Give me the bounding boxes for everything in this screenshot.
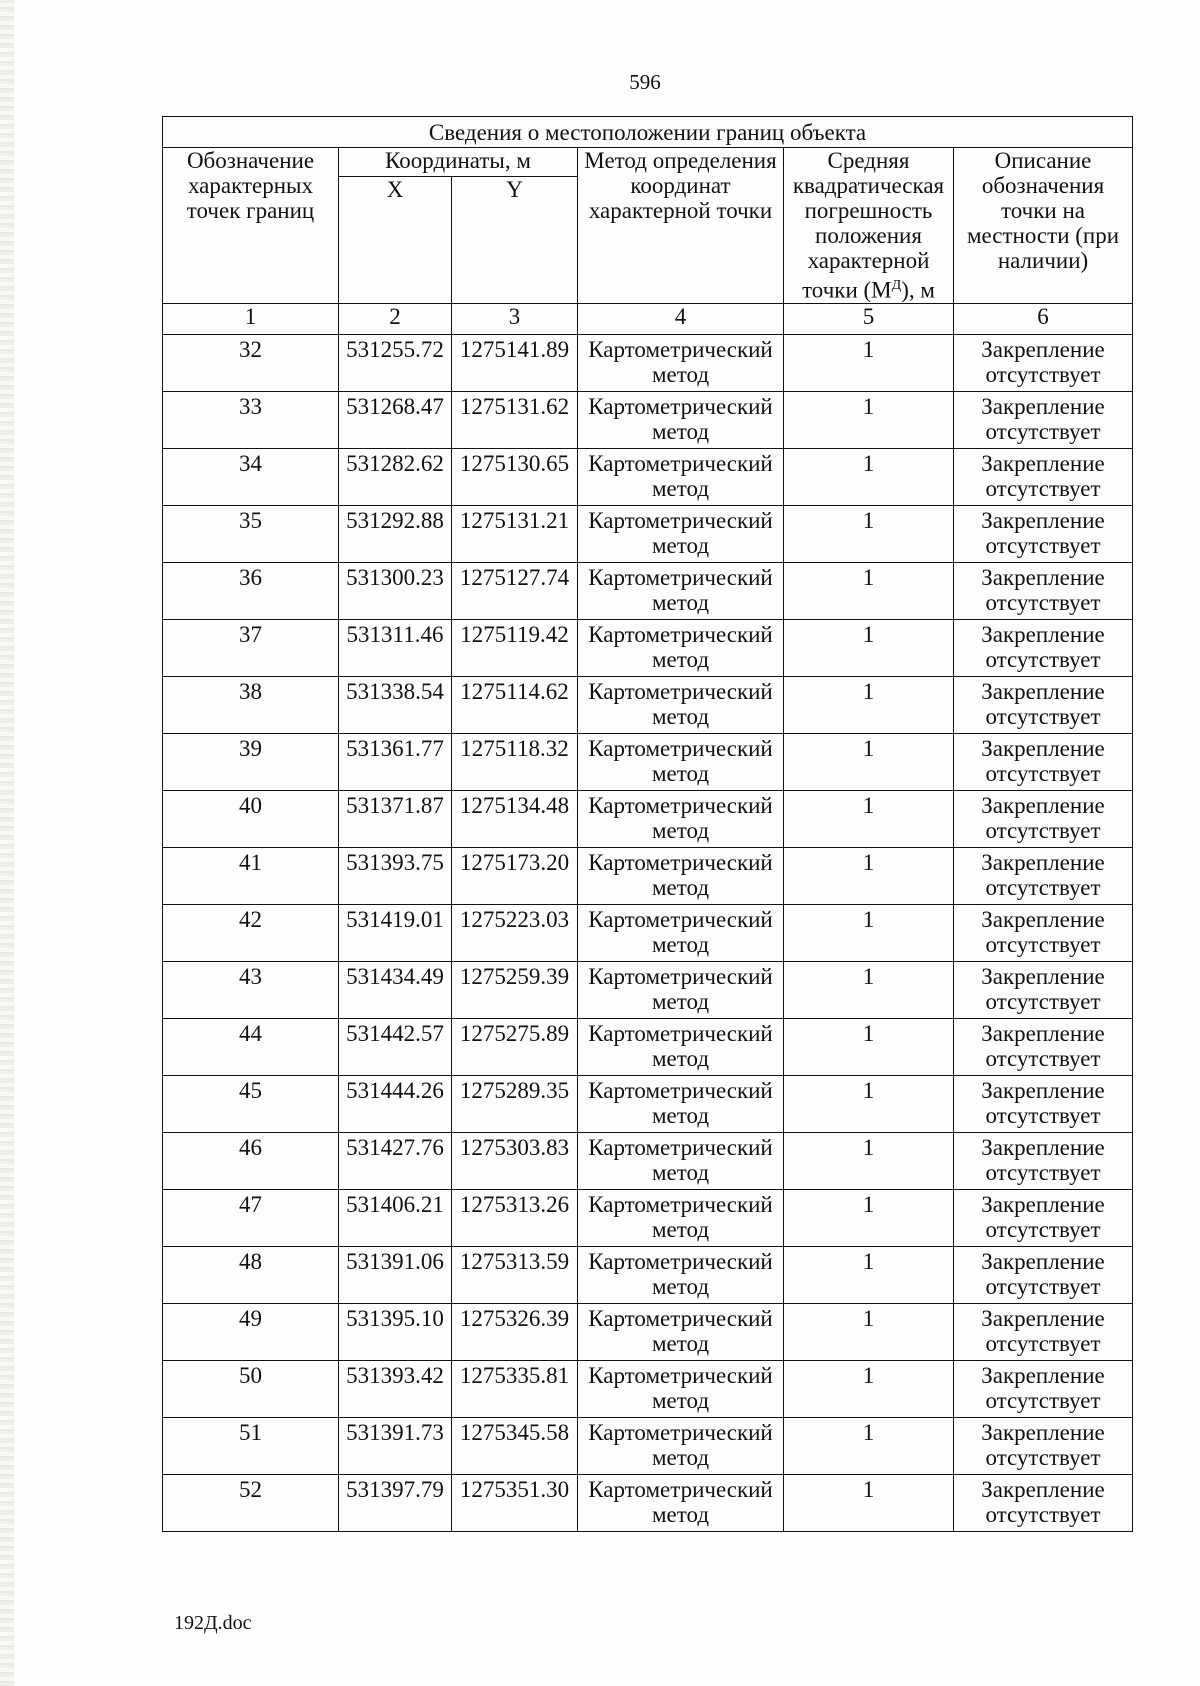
x-cell: 531300.23 (339, 562, 452, 619)
point-cell: 32 (163, 334, 339, 391)
error-cell: 1 (784, 334, 954, 391)
column-number: 6 (954, 303, 1133, 334)
y-cell: 1275118.32 (452, 733, 578, 790)
point-cell: 36 (163, 562, 339, 619)
point-cell: 48 (163, 1246, 339, 1303)
table-row (163, 847, 1133, 904)
error-cell: 1 (784, 904, 954, 961)
description-cell: Закрепление отсутствует (954, 1474, 1133, 1531)
header-description: Описание обозначения точки на местности (при наличии) (954, 148, 1133, 304)
table-row (163, 334, 1133, 391)
description-cell: Закрепление отсутствует (954, 1189, 1133, 1246)
point-cell: 40 (163, 790, 339, 847)
header-x: X (339, 176, 452, 303)
method-cell: Картометрический метод (578, 1132, 784, 1189)
x-cell: 531255.72 (339, 334, 452, 391)
point-cell: 45 (163, 1075, 339, 1132)
header-point-designation: Обозначение характерных точек границ (163, 148, 339, 304)
point-cell: 39 (163, 733, 339, 790)
error-cell: 1 (784, 961, 954, 1018)
y-cell: 1275313.59 (452, 1246, 578, 1303)
y-cell: 1275119.42 (452, 619, 578, 676)
x-cell: 531444.26 (339, 1075, 452, 1132)
description-cell: Закрепление отсутствует (954, 505, 1133, 562)
x-cell: 531406.21 (339, 1189, 452, 1246)
method-cell: Картометрический метод (578, 334, 784, 391)
header-coordinates: Координаты, м (339, 148, 578, 177)
x-cell: 531427.76 (339, 1132, 452, 1189)
column-number: 4 (578, 303, 784, 334)
header-mean-error-text: Средняя квадратическая погрешность положения характерной точки (M (792, 148, 945, 303)
y-cell: 1275131.21 (452, 505, 578, 562)
error-cell: 1 (784, 619, 954, 676)
description-cell: Закрепление отсутствует (954, 391, 1133, 448)
description-cell: Закрепление отсутствует (954, 904, 1133, 961)
point-cell: 46 (163, 1132, 339, 1189)
y-cell: 1275275.89 (452, 1018, 578, 1075)
scan-edge (0, 0, 14, 1686)
point-cell: 47 (163, 1189, 339, 1246)
point-cell: 41 (163, 847, 339, 904)
x-cell: 531397.79 (339, 1474, 452, 1531)
table-row (163, 961, 1133, 1018)
table-row (163, 1075, 1133, 1132)
description-cell: Закрепление отсутствует (954, 676, 1133, 733)
header-mean-error-sup: Д (891, 278, 902, 293)
method-cell: Картометрический метод (578, 1189, 784, 1246)
header-mean-error-tail: ), м (901, 277, 935, 303)
y-cell: 1275173.20 (452, 847, 578, 904)
table-row (163, 619, 1133, 676)
table-row (163, 1246, 1133, 1303)
point-cell: 51 (163, 1417, 339, 1474)
point-cell: 50 (163, 1360, 339, 1417)
method-cell: Картометрический метод (578, 1417, 784, 1474)
point-cell: 34 (163, 448, 339, 505)
method-cell: Картометрический метод (578, 733, 784, 790)
x-cell: 531393.75 (339, 847, 452, 904)
method-cell: Картометрический метод (578, 562, 784, 619)
x-cell: 531393.42 (339, 1360, 452, 1417)
error-cell: 1 (784, 847, 954, 904)
method-cell: Картометрический метод (578, 847, 784, 904)
y-cell: 1275303.83 (452, 1132, 578, 1189)
error-cell: 1 (784, 1132, 954, 1189)
x-cell: 531391.06 (339, 1246, 452, 1303)
y-cell: 1275114.62 (452, 676, 578, 733)
x-cell: 531282.62 (339, 448, 452, 505)
point-cell: 43 (163, 961, 339, 1018)
boundary-table (162, 116, 1133, 1532)
x-cell: 531395.10 (339, 1303, 452, 1360)
description-cell: Закрепление отсутствует (954, 1303, 1133, 1360)
error-cell: 1 (784, 676, 954, 733)
error-cell: 1 (784, 562, 954, 619)
error-cell: 1 (784, 1189, 954, 1246)
column-number: 2 (339, 303, 452, 334)
description-cell: Закрепление отсутствует (954, 1075, 1133, 1132)
point-cell: 33 (163, 391, 339, 448)
point-cell: 35 (163, 505, 339, 562)
table-row (163, 1018, 1133, 1075)
y-cell: 1275223.03 (452, 904, 578, 961)
table-row (163, 1360, 1133, 1417)
error-cell: 1 (784, 391, 954, 448)
x-cell: 531391.73 (339, 1417, 452, 1474)
table-row (163, 391, 1133, 448)
description-cell: Закрепление отсутствует (954, 562, 1133, 619)
page-number: 596 (629, 70, 661, 94)
x-cell: 531311.46 (339, 619, 452, 676)
error-cell: 1 (784, 790, 954, 847)
x-cell: 531419.01 (339, 904, 452, 961)
description-cell: Закрепление отсутствует (954, 448, 1133, 505)
method-cell: Картометрический метод (578, 505, 784, 562)
x-cell: 531268.47 (339, 391, 452, 448)
method-cell: Картометрический метод (578, 676, 784, 733)
point-cell: 49 (163, 1303, 339, 1360)
header-method: Метод определения координат характерной точки (578, 148, 784, 304)
header-mean-error (784, 148, 954, 304)
table-row (163, 505, 1133, 562)
point-cell: 42 (163, 904, 339, 961)
method-cell: Картометрический метод (578, 961, 784, 1018)
description-cell: Закрепление отсутствует (954, 733, 1133, 790)
table-row (163, 448, 1133, 505)
method-cell: Картометрический метод (578, 1075, 784, 1132)
error-cell: 1 (784, 1018, 954, 1075)
error-cell: 1 (784, 1417, 954, 1474)
method-cell: Картометрический метод (578, 1360, 784, 1417)
description-cell: Закрепление отсутствует (954, 1246, 1133, 1303)
error-cell: 1 (784, 1303, 954, 1360)
x-cell: 531371.87 (339, 790, 452, 847)
point-cell: 44 (163, 1018, 339, 1075)
y-cell: 1275130.65 (452, 448, 578, 505)
table-row (163, 904, 1133, 961)
point-cell: 37 (163, 619, 339, 676)
error-cell: 1 (784, 448, 954, 505)
description-cell: Закрепление отсутствует (954, 790, 1133, 847)
y-cell: 1275313.26 (452, 1189, 578, 1246)
method-cell: Картометрический метод (578, 790, 784, 847)
x-cell: 531338.54 (339, 676, 452, 733)
table-caption: Сведения о местоположении границ объекта (163, 117, 1133, 148)
method-cell: Картометрический метод (578, 391, 784, 448)
table-row (163, 790, 1133, 847)
y-cell: 1275141.89 (452, 334, 578, 391)
y-cell: 1275335.81 (452, 1360, 578, 1417)
method-cell: Картометрический метод (578, 448, 784, 505)
method-cell: Картометрический метод (578, 904, 784, 961)
y-cell: 1275134.48 (452, 790, 578, 847)
column-number: 1 (163, 303, 339, 334)
y-cell: 1275345.58 (452, 1417, 578, 1474)
table-row (163, 733, 1133, 790)
description-cell: Закрепление отсутствует (954, 334, 1133, 391)
table-row (163, 1417, 1133, 1474)
method-cell: Картометрический метод (578, 1246, 784, 1303)
table-row (163, 1303, 1133, 1360)
description-cell: Закрепление отсутствует (954, 1417, 1133, 1474)
table-row (163, 1189, 1133, 1246)
description-cell: Закрепление отсутствует (954, 1018, 1133, 1075)
method-cell: Картометрический метод (578, 619, 784, 676)
error-cell: 1 (784, 1246, 954, 1303)
y-cell: 1275351.30 (452, 1474, 578, 1531)
description-cell: Закрепление отсутствует (954, 1132, 1133, 1189)
description-cell: Закрепление отсутствует (954, 961, 1133, 1018)
x-cell: 531292.88 (339, 505, 452, 562)
column-number-row (163, 303, 1133, 334)
table-row (163, 562, 1133, 619)
header-y: Y (452, 176, 578, 303)
column-number: 3 (452, 303, 578, 334)
error-cell: 1 (784, 1474, 954, 1531)
point-cell: 38 (163, 676, 339, 733)
description-cell: Закрепление отсутствует (954, 1360, 1133, 1417)
x-cell: 531434.49 (339, 961, 452, 1018)
x-cell: 531442.57 (339, 1018, 452, 1075)
table-row (163, 676, 1133, 733)
description-cell: Закрепление отсутствует (954, 619, 1133, 676)
method-cell: Картометрический метод (578, 1018, 784, 1075)
y-cell: 1275127.74 (452, 562, 578, 619)
point-cell: 52 (163, 1474, 339, 1531)
x-cell: 531361.77 (339, 733, 452, 790)
y-cell: 1275289.35 (452, 1075, 578, 1132)
table-row (163, 1474, 1133, 1531)
method-cell: Картометрический метод (578, 1474, 784, 1531)
y-cell: 1275326.39 (452, 1303, 578, 1360)
footer-filename: 192Д.doc (174, 1612, 252, 1634)
table-row (163, 1132, 1133, 1189)
error-cell: 1 (784, 505, 954, 562)
error-cell: 1 (784, 1360, 954, 1417)
description-cell: Закрепление отсутствует (954, 847, 1133, 904)
y-cell: 1275259.39 (452, 961, 578, 1018)
column-number: 5 (784, 303, 954, 334)
y-cell: 1275131.62 (452, 391, 578, 448)
error-cell: 1 (784, 1075, 954, 1132)
error-cell: 1 (784, 733, 954, 790)
method-cell: Картометрический метод (578, 1303, 784, 1360)
